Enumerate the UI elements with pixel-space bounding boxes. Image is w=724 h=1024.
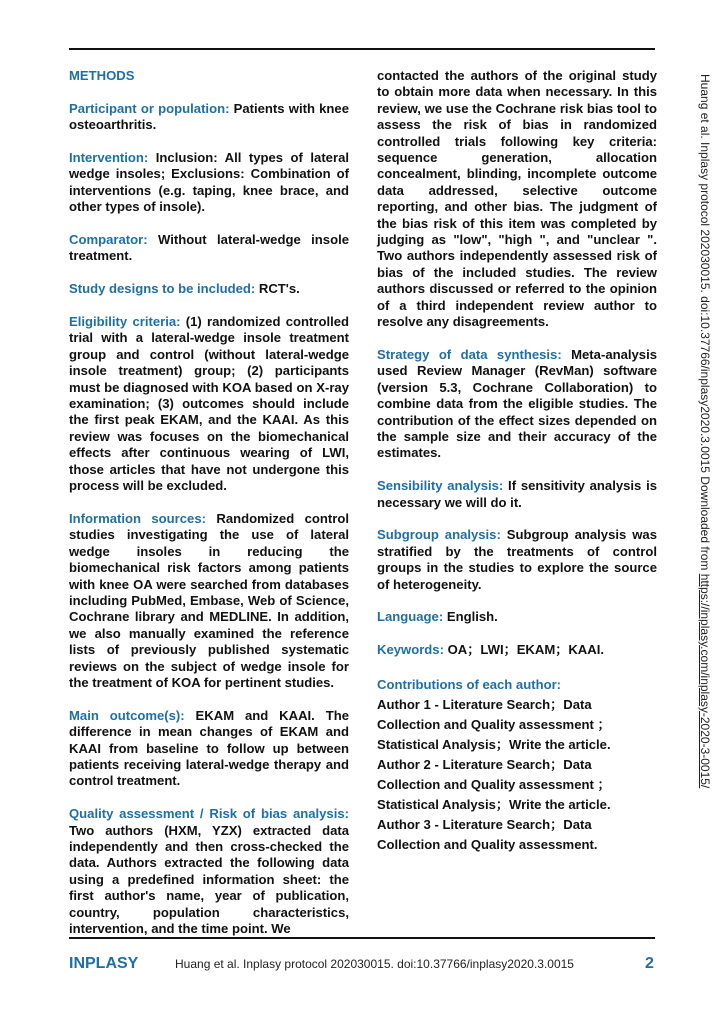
comparator-section: Comparator: Without lateral-wedge insole treatment. [69, 232, 349, 264]
quality-assessment-continuation: contacted the authors of the original study to obtain more data when necessary. In this review, we use the Cochrane risk bias tool to assess the risk of bias in randomized controlled trials following key criteria: sequence generation, allocation concealment, blinding, incomplete outcome data addressed, selective outcome reporting, and other bias. The judgment of the bias risk of this item was completed by judging as "low", "high ", and "unclear ". Two authors independently assessed risk of bias of the included studies. The review authors discussed or referred to the opinion of a third independent review author to resolve any disagreements. [377, 68, 657, 330]
contributions-heading: Contributions of each author: [377, 676, 562, 692]
sensibility-section: Sensibility analysis: If sensitivity analysis is necessary we will do it. [377, 478, 657, 510]
footer-brand: INPLASY [69, 955, 139, 972]
intervention-section: Intervention: Inclusion: All types of lateral wedge insoles; Exclusions: Combination of interventions (e.g. taping, knee brace, and other types of insole). [69, 150, 349, 215]
language-section: Language: English. [377, 609, 498, 625]
bottom-rule [69, 937, 655, 939]
side-download-note [698, 74, 712, 788]
side-note-link[interactable]: https://inplasy.com/inplasy-2020-3-0015/ [698, 573, 712, 789]
information-sources-section: Information sources: Randomized control studies investigating the use of lateral wedge insoles in reducing the biomechanical risk factors among patients with knee OA were searched from databases including PubMed, Embase, Web of Science, Cochrane library and MEDLINE. In addition, we also manually examined the reference lists of previously published systematic reviews on the subject of wedge insole for the treatment of KOA for pertinent studies. [69, 510, 349, 690]
keywords-section: Keywords: OA；LWI；EKAM；KAAI. [377, 642, 604, 658]
data-synthesis-section: Strategy of data synthesis: Meta-analysis used Review Manager (RevMan) software (version 5.3, Cochrane Collaboration) to combine data from the eligible studies. The contribution of the effect sizes depended on the sample size and their accuracy of the estimates. [377, 346, 657, 461]
footer-citation: Huang et al. Inplasy protocol 202030015. doi:10.37766/inplasy2020.3.0015 [175, 957, 574, 971]
left-column [69, 68, 349, 954]
author-1-contribution: Author 1 - Literature Search；Data Collection and Quality assessment ；Statistical Analysis；Write the article. [377, 696, 611, 752]
main-outcomes-section: Main outcome(s): EKAM and KAAI. The difference in mean changes of EKAM and KAAI from baseline to follow up between patients receiving lateral-wedge therapy and control treatment. [69, 707, 349, 789]
subgroup-section: Subgroup analysis: Subgroup analysis was stratified by the treatments of control groups in the studies to explore the source of heterogeneity. [377, 527, 657, 592]
right-column [377, 68, 657, 855]
author-3-contribution: Author 3 - Literature Search；Data Collection and Quality assessment. [377, 816, 598, 852]
quality-assessment-section: Quality assessment / Risk of bias analysis: Two authors (HXM, YZX) extracted data independently and then cross-checked the data. Authors extracted the following data using a predefined information sheet: the first author's name, year of publication, country, population characteristics, intervention, and the time point. We [69, 806, 349, 936]
contributions-section [377, 675, 657, 855]
top-rule [69, 48, 655, 50]
author-2-contribution: Author 2 - Literature Search；Data Collection and Quality assessment ；Statistical Analysis；Write the article. [377, 756, 611, 812]
methods-heading: METHODS [69, 68, 135, 83]
study-designs-section: Study designs to be included: RCT's. [69, 281, 300, 297]
eligibility-section: Eligibility criteria: (1) randomized controlled trial with a lateral-wedge insole treatment group and control (without lateral-wedge insole treatment) group; (2) participants must be diagnosed with KOA based on X-ray examination; (3) outcomes should include the first peak EKAM, and the KAAI. As this review was focuses on the biomechanical effects after continuous wearing of LWI, those articles that have not undergone this process will be excluded. [69, 314, 349, 494]
side-note-text: Huang et al. Inplasy protocol 202030015. doi:10.37766/inplasy2020.3.0015 Downloaded from [698, 74, 712, 574]
page-number: 2 [645, 955, 654, 972]
participants-section: Participant or population: Patients with knee osteoarthritis. [69, 100, 349, 133]
